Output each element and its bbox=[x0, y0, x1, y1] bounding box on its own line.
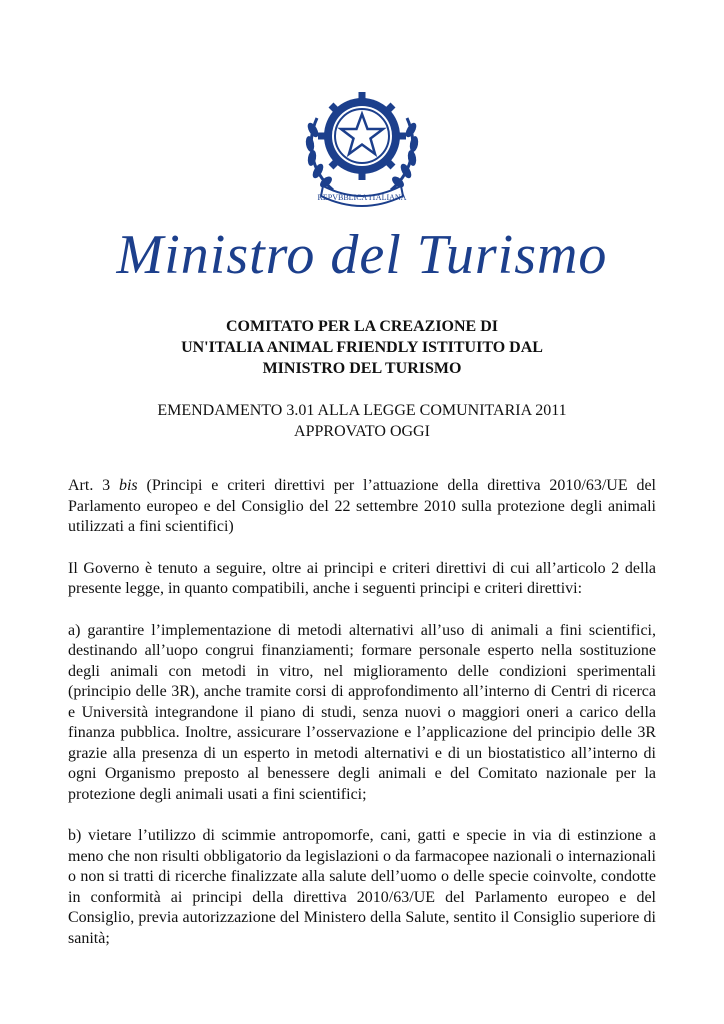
repubblica-italiana-emblem-icon bbox=[299, 78, 425, 210]
item-a-paragraph: a) garantire l’implementazione di metodi alternativi all’uso di animali a fini scientifici, destinando all’uopo congrui finanziamenti; formare personale esperto nella sostituzione degli animali con metodi in vitro, nel miglioramento delle condizioni sperimentali (principio delle 3R), anche tramite corsi di approfondimento all’interno di Centri di ricerca e Università integrandone il piano di studi, senza nuovi o maggiori oneri a carico della finanza pubblica. Inoltre, assicurare l’osservazione e l’applicazione del principio delle 3R grazie alla presenza di un esperto in metodi alternativi e di un biostatistico all’interno di ogni Organismo preposto al benessere degli animali e del Comitato nazionale per la protezione degli animali usati a fini scientifici; bbox=[68, 621, 656, 803]
ministry-wordmark: Ministro del Turismo bbox=[116, 224, 608, 286]
emblem bbox=[299, 78, 425, 210]
article-prefix: Art. 3 bbox=[68, 477, 119, 494]
article-title-text: (Principi e criteri direttivi per l’attuazione della direttiva 2010/63/UE del Parlamento europeo e del Consiglio del 22 settembre 2010 sulla protezione degli animali utilizzati a fini scientifici) bbox=[68, 477, 656, 535]
document-heading bbox=[0, 316, 724, 379]
intro-paragraph: Il Governo è tenuto a seguire, oltre ai principi e criteri direttivi di cui all’articolo 2 della presente legge, in quanto compatibili, anche i seguenti principi e criteri direttivi: bbox=[68, 559, 656, 597]
heading-line-2: UN'ITALIA ANIMAL FRIENDLY ISTITUITO DAL bbox=[181, 339, 543, 356]
subheading-line-2: APPROVATO OGGI bbox=[294, 423, 430, 440]
subheading-line-1: EMENDAMENTO 3.01 ALLA LEGGE COMUNITARIA 2011 bbox=[157, 402, 567, 419]
article-bis: bis bbox=[118, 477, 138, 494]
document-body bbox=[68, 476, 656, 949]
svg-text:REPVBBLICA ITALIANA: REPVBBLICA ITALIANA bbox=[317, 193, 407, 202]
item-b-paragraph: b) vietare l’utilizzo di scimmie antropomorfe, cani, gatti e specie in via di estinzione a meno che non risulti obbligatorio da legislazioni o da farmacopee nazionali o internazionali o non si tratti di ricerche finalizzate alla salute dell’uomo o delle specie coinvolte, condotte in conformità ai principi della direttiva 2010/63/UE del Parlamento europeo e del Consiglio, previa autorizzazione del Ministero della Salute, sentito il Consiglio superiore di sanità; bbox=[68, 827, 656, 947]
heading-line-1: COMITATO PER LA CREAZIONE DI bbox=[225, 318, 499, 335]
article-title bbox=[68, 476, 656, 538]
heading-line-3: MINISTRO DEL TURISMO bbox=[262, 360, 462, 377]
document-subheading bbox=[0, 400, 724, 442]
